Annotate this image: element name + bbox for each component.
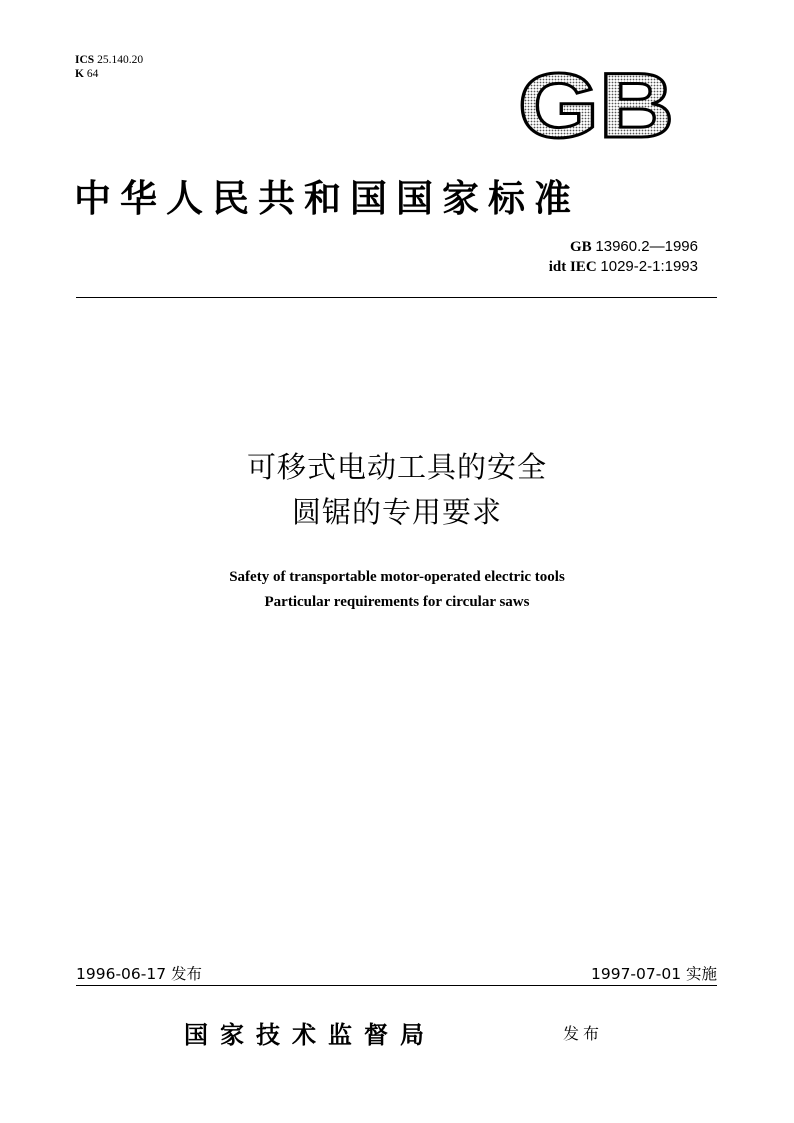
national-standard-title: 中华人民共和国国家标准 [74, 176, 580, 220]
ccs-label: K [75, 68, 84, 80]
ics-label: ICS [75, 54, 95, 66]
gb-number [549, 237, 698, 257]
english-title [0, 565, 794, 615]
header-divider [76, 297, 717, 298]
chinese-title-line-2: 圆锯的专用要求 [291, 495, 502, 529]
idt-label: idt IEC [548, 259, 597, 275]
ccs-value: 64 [86, 68, 99, 80]
publish-date: 1996-06-17 发布 [76, 965, 203, 983]
ccs-code [75, 67, 143, 81]
english-title-line-2: Particular requirements for circular saws [264, 594, 530, 610]
idt-value: 1029-2-1:1993 [600, 258, 698, 275]
ics-code [75, 53, 143, 67]
standard-number [549, 237, 698, 277]
idt-number [549, 257, 698, 277]
gb-logo-icon [518, 63, 674, 141]
chinese-title [0, 445, 794, 535]
svg-text:GB: GB [518, 63, 674, 141]
issue-label: 发布 [563, 1024, 604, 1043]
ics-value: 25.140.20 [97, 54, 144, 66]
classification-codes [75, 53, 143, 81]
chinese-title-line-1: 可移式电动工具的安全 [246, 450, 547, 484]
footer-divider [76, 985, 717, 986]
issuing-authority: 国家技术监督局 [184, 1020, 436, 1049]
english-title-line-1: Safety of transportable motor-operated electric tools [229, 569, 565, 585]
effective-date: 1997-07-01 实施 [590, 965, 717, 983]
gb-value: 13960.2—1996 [595, 238, 698, 255]
gb-label: GB [569, 239, 592, 255]
